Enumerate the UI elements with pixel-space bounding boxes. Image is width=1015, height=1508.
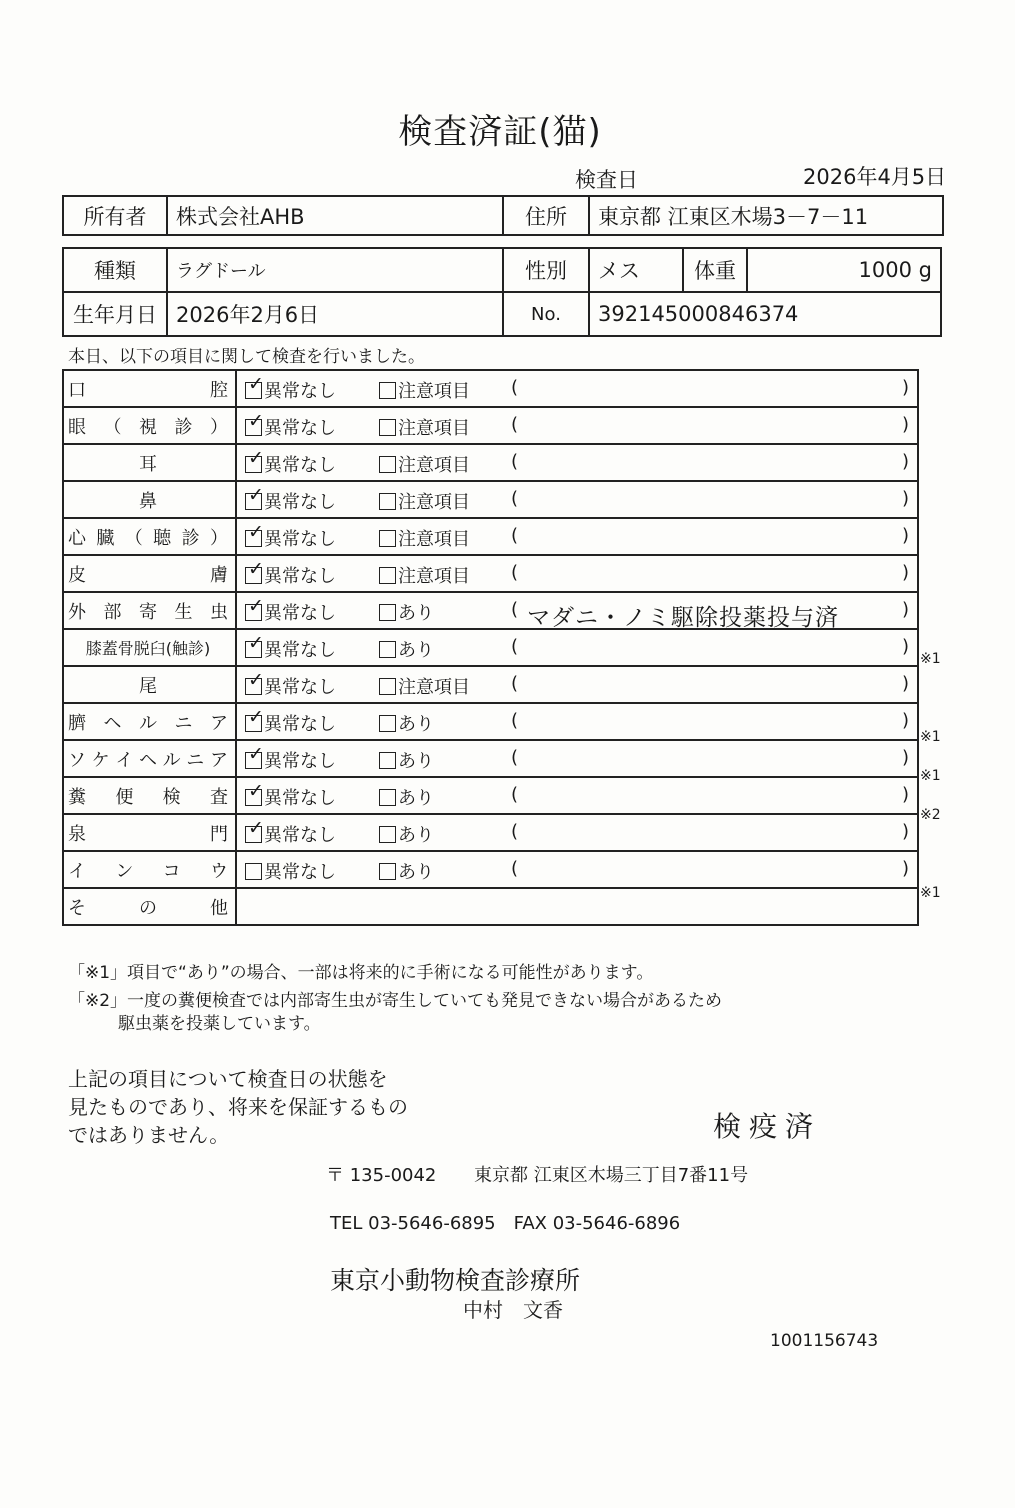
other-label: そ の 他 [63, 888, 236, 925]
checkbox-normal[interactable] [245, 419, 262, 436]
table-row [63, 629, 918, 666]
checkbox-normal[interactable] [245, 382, 262, 399]
table-row [63, 851, 918, 888]
breed-value: ラグドール [167, 248, 503, 292]
open-paren: ( [511, 451, 519, 472]
footnote-mark: ※1 [920, 651, 941, 668]
table-row [63, 444, 918, 481]
checkbox-normal[interactable] [245, 715, 262, 732]
checkbox-attention[interactable] [379, 382, 396, 399]
item-name-text: 眼 （ 視 診 ） [68, 416, 228, 438]
disclaimer-line: 見たものであり、将来を保証するもの [68, 1095, 408, 1119]
checkbox-normal[interactable] [245, 493, 262, 510]
checkbox-attention[interactable] [379, 826, 396, 843]
tel-fax: TEL 03-5646-6895 FAX 03-5646-6896 [330, 1213, 681, 1234]
item-name-text: 口 腔 [68, 379, 228, 401]
option-attention: あり [398, 751, 434, 772]
sex-value: メス [589, 248, 683, 292]
option-attention: 注意項目 [398, 677, 470, 698]
footnote-1: 「※1」項目で“あり”の場合、一部は将来的に手術になる可能性があります。 [68, 963, 654, 983]
option-normal: 異常なし [264, 603, 336, 624]
table-row [63, 703, 918, 740]
disclaimer [68, 1065, 408, 1149]
checkbox-attention[interactable] [379, 530, 396, 547]
checkbox-attention[interactable] [379, 752, 396, 769]
item-options [236, 370, 918, 407]
dob-label: 生年月日 [63, 292, 167, 336]
checkbox-normal[interactable] [245, 530, 262, 547]
table-row [63, 592, 918, 629]
option-attention: 注意項目 [398, 455, 470, 476]
pet-table [62, 247, 942, 337]
close-paren: ) [901, 710, 909, 731]
table-row [63, 407, 918, 444]
option-normal: 異常なし [264, 788, 336, 809]
item-options [236, 518, 918, 555]
item-name [63, 518, 236, 555]
serial-number: 1001156743 [770, 1331, 879, 1351]
item-name [63, 555, 236, 592]
weight-value: 1000 g [747, 248, 941, 292]
item-options [236, 740, 918, 777]
item-name-text: 泉 門 [68, 823, 228, 845]
no-label: No. [503, 292, 589, 336]
footnote-mark: ※1 [920, 768, 941, 784]
open-paren: ( [511, 599, 519, 620]
item-name [63, 370, 236, 407]
item-name [63, 703, 236, 740]
item-options [236, 629, 918, 666]
checkbox-attention[interactable] [379, 863, 396, 880]
checkbox-attention[interactable] [379, 456, 396, 473]
option-normal: 異常なし [264, 566, 336, 587]
checkbox-normal[interactable] [245, 604, 262, 621]
other-value [236, 888, 918, 925]
open-paren: ( [511, 377, 519, 398]
option-normal: 異常なし [264, 825, 336, 846]
item-name [63, 740, 236, 777]
option-attention: あり [398, 825, 434, 846]
checkbox-normal[interactable] [245, 863, 262, 880]
item-name [63, 777, 236, 814]
option-attention: 注意項目 [398, 381, 470, 402]
checkbox-attention[interactable] [379, 715, 396, 732]
open-paren: ( [511, 821, 519, 842]
option-attention: あり [398, 788, 434, 809]
close-paren: ) [901, 784, 909, 805]
option-normal: 異常なし [264, 714, 336, 735]
option-attention: 注意項目 [398, 566, 470, 587]
item-name-text: 糞 便 検 査 [68, 786, 228, 808]
close-paren: ) [901, 488, 909, 509]
open-paren: ( [511, 414, 519, 435]
table-row [63, 777, 918, 814]
open-paren: ( [511, 710, 519, 731]
option-attention: あり [398, 640, 434, 661]
item-name [63, 851, 236, 888]
no-value: 392145000846374 [589, 292, 941, 336]
option-attention: あり [398, 603, 434, 624]
checkbox-normal[interactable] [245, 678, 262, 695]
checkbox-normal[interactable] [245, 567, 262, 584]
item-name-text: 臍 ヘ ル ニ ア [68, 712, 228, 734]
close-paren: ) [901, 451, 909, 472]
table-row [63, 481, 918, 518]
open-paren: ( [511, 858, 519, 879]
option-normal: 異常なし [264, 677, 336, 698]
intro-text: 本日、以下の項目に関して検査を行いました。 [68, 347, 425, 367]
option-normal: 異常なし [264, 751, 336, 772]
quarantine-stamp: 検疫済 [713, 1110, 822, 1143]
item-name-text: 皮 膚 [68, 564, 228, 586]
checkbox-attention[interactable] [379, 493, 396, 510]
table-row [63, 666, 918, 703]
dob-value: 2026年2月6日 [167, 292, 503, 336]
sex-label: 性別 [503, 248, 589, 292]
option-normal: 異常なし [264, 455, 336, 476]
inspection-table [62, 369, 919, 926]
option-attention: 注意項目 [398, 492, 470, 513]
checkbox-attention[interactable] [379, 567, 396, 584]
option-normal: 異常なし [264, 492, 336, 513]
clinic-name: 東京小動物検査診療所 [330, 1266, 581, 1295]
item-name-text: 尾 [139, 675, 157, 697]
open-paren: ( [511, 747, 519, 768]
address-label: 住所 [503, 196, 589, 235]
item-name [63, 814, 236, 851]
checkbox-normal[interactable] [245, 789, 262, 806]
item-name-text: 外 部 寄 生 虫 [68, 601, 228, 623]
item-name-text: 鼻 [139, 490, 157, 512]
close-paren: ) [901, 673, 909, 694]
footnote-mark: ※2 [920, 806, 941, 823]
table-row [63, 555, 918, 592]
close-paren: ) [901, 599, 909, 620]
exam-date: 2026年4月5日 [803, 165, 947, 189]
item-options [236, 777, 918, 814]
checkbox-attention[interactable] [379, 419, 396, 436]
item-name-text: 膝蓋骨脱臼(触診) [85, 639, 211, 658]
document-title: 検査済証(猫) [398, 112, 602, 152]
table-row [63, 740, 918, 777]
option-normal: 異常なし [264, 381, 336, 402]
item-options [236, 592, 918, 629]
owner-label: 所有者 [63, 196, 167, 235]
item-name-text: イ ン コ ウ [68, 860, 228, 882]
item-options [236, 444, 918, 481]
table-row-other [63, 888, 918, 925]
exam-date-label: 検査日 [575, 168, 638, 192]
item-options [236, 814, 918, 851]
weight-label: 体重 [683, 248, 747, 292]
option-attention: あり [398, 714, 434, 735]
item-name-text: 心 臓 （ 聴 診 ） [68, 527, 228, 549]
disclaimer-line: ではありません。 [68, 1123, 230, 1147]
checkbox-attention[interactable] [379, 678, 396, 695]
open-paren: ( [511, 525, 519, 546]
footnote-2-cont: 駆虫薬を投薬しています。 [118, 1014, 321, 1034]
item-options [236, 481, 918, 518]
postal-code: 〒 135-0042 [326, 1165, 437, 1186]
open-paren: ( [511, 673, 519, 694]
close-paren: ) [901, 414, 909, 435]
item-name [63, 666, 236, 703]
close-paren: ) [901, 636, 909, 657]
close-paren: ) [901, 821, 909, 842]
footnote-2: 「※2」一度の糞便検査では内部寄生虫が寄生していても発見できない場合があるため [68, 991, 723, 1011]
item-name [63, 592, 236, 629]
option-normal: 異常なし [264, 862, 336, 883]
checkbox-attention[interactable] [379, 604, 396, 621]
item-options [236, 666, 918, 703]
close-paren: ) [901, 525, 909, 546]
checkbox-attention[interactable] [379, 641, 396, 658]
item-options [236, 703, 918, 740]
disclaimer-line: 上記の項目について検査日の状態を [68, 1067, 388, 1091]
table-row [63, 814, 918, 851]
footnote-mark: ※1 [920, 729, 941, 746]
item-name [63, 407, 236, 444]
close-paren: ) [901, 562, 909, 583]
open-paren: ( [511, 784, 519, 805]
address-value: 東京都 江東区木場3－7－11 [589, 196, 943, 235]
item-options [236, 851, 918, 888]
close-paren: ) [901, 858, 909, 879]
option-normal: 異常なし [264, 418, 336, 439]
open-paren: ( [511, 488, 519, 509]
footnote-mark: ※1 [920, 884, 941, 901]
owner-table [62, 195, 944, 236]
item-note: マダニ・ノミ駆除投薬投与済 [527, 605, 839, 631]
close-paren: ) [901, 747, 909, 768]
clinic-address: 東京都 江東区木場三丁目7番11号 [474, 1165, 749, 1186]
option-attention: 注意項目 [398, 529, 470, 550]
item-name [63, 444, 236, 481]
open-paren: ( [511, 562, 519, 583]
close-paren: ) [901, 377, 909, 398]
breed-label: 種類 [63, 248, 167, 292]
vet-name: 中村 文香 [463, 1298, 563, 1322]
checkbox-normal[interactable] [245, 826, 262, 843]
open-paren: ( [511, 636, 519, 657]
item-options [236, 555, 918, 592]
item-name-text: ソ ケ イ ヘ ル ニ ア [68, 749, 228, 771]
table-row [63, 370, 918, 407]
item-name [63, 481, 236, 518]
item-name [63, 629, 236, 666]
owner-value: 株式会社AHB [167, 196, 503, 235]
checkbox-normal[interactable] [245, 752, 262, 769]
option-normal: 異常なし [264, 529, 336, 550]
option-attention: あり [398, 862, 434, 883]
item-name-text: 耳 [139, 453, 157, 475]
option-normal: 異常なし [264, 640, 336, 661]
checkbox-normal[interactable] [245, 456, 262, 473]
checkbox-normal[interactable] [245, 641, 262, 658]
checkbox-attention[interactable] [379, 789, 396, 806]
item-options [236, 407, 918, 444]
option-attention: 注意項目 [398, 418, 470, 439]
table-row [63, 518, 918, 555]
